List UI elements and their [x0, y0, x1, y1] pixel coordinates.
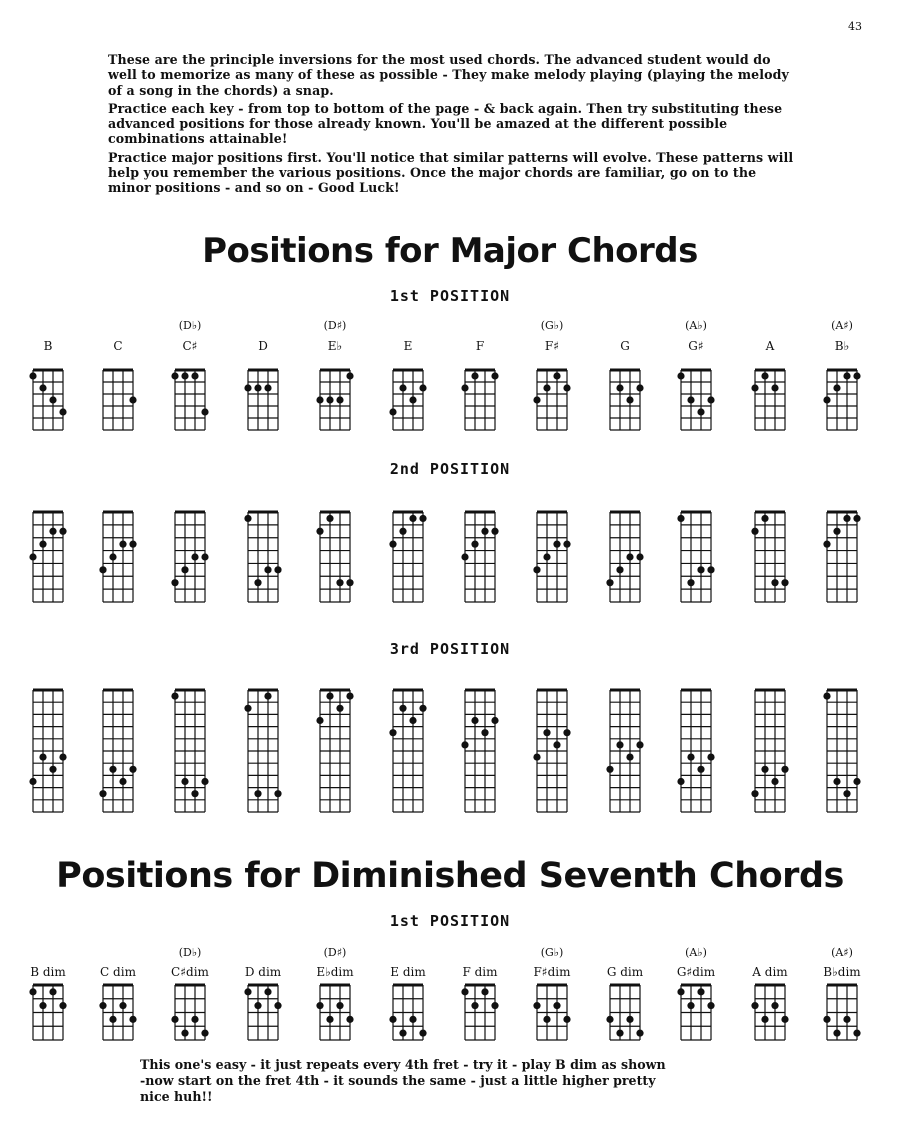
dim-pos1-diagram: [681, 985, 711, 1040]
finger-dot: [254, 1002, 261, 1009]
finger-dot: [553, 372, 560, 379]
finger-dot: [687, 396, 694, 403]
finger-dot: [181, 778, 188, 785]
finger-dot: [636, 384, 643, 391]
major-pos1-diagram: [175, 370, 205, 430]
finger-dot: [707, 754, 714, 761]
dim-pos1-diagram: [103, 985, 133, 1040]
major-pos2-diagram: [537, 512, 567, 602]
finger-dot: [181, 1030, 188, 1037]
finger-dot: [201, 1030, 208, 1037]
finger-dot: [109, 766, 116, 773]
finger-dot: [616, 566, 623, 573]
finger-dot: [399, 528, 406, 535]
major-pos3-diagram: [175, 690, 205, 812]
finger-dot: [771, 1002, 778, 1009]
finger-dot: [677, 988, 684, 995]
finger-dot: [29, 372, 36, 379]
diminished-chords-title: Positions for Diminished Seventh Chords: [56, 856, 844, 896]
finger-dot: [606, 766, 613, 773]
finger-dot: [823, 693, 830, 700]
finger-dot: [409, 1016, 416, 1023]
finger-dot: [399, 1030, 406, 1037]
finger-dot: [264, 693, 271, 700]
major-chord-name: B: [43, 339, 53, 353]
finger-dot: [616, 1030, 623, 1037]
major-chord-name: G♯: [688, 339, 704, 353]
major-pos2-diagram: [393, 512, 423, 602]
finger-dot: [181, 566, 188, 573]
finger-dot: [761, 515, 768, 522]
major-pos2-diagram: [248, 512, 278, 602]
finger-dot: [853, 778, 860, 785]
finger-dot: [399, 384, 406, 391]
major-chord-name: A: [765, 339, 775, 353]
intro-paragraph: Practice each key - from top to bottom of the page - & back again. Then try substituting these advanced positions for those already known. You'll be amazed at the different possible combinations attainable!: [108, 100, 783, 147]
dim-pos1-diagram: [175, 985, 205, 1040]
finger-dot: [109, 553, 116, 560]
finger-dot: [254, 790, 261, 797]
finger-dot: [761, 372, 768, 379]
finger-dot: [781, 766, 788, 773]
finger-dot: [201, 553, 208, 560]
finger-dot: [781, 579, 788, 586]
finger-dot: [707, 396, 714, 403]
finger-dot: [171, 579, 178, 586]
finger-dot: [326, 693, 333, 700]
dim-chord-name: A dim: [752, 965, 788, 979]
finger-dot: [677, 515, 684, 522]
finger-dot: [419, 515, 426, 522]
finger-dot: [606, 579, 613, 586]
finger-dot: [191, 1016, 198, 1023]
finger-dot: [491, 528, 498, 535]
major-pos1-diagram: [827, 370, 857, 430]
finger-dot: [687, 579, 694, 586]
dim-pos1-diagram: [320, 985, 350, 1040]
major-pos1-diagram: [393, 370, 423, 430]
finger-dot: [781, 1016, 788, 1023]
major-chord-name: G: [620, 339, 630, 353]
dim-chord-alt-name: (A♯): [831, 946, 853, 959]
finger-dot: [119, 541, 126, 548]
dim-chord-name: G dim: [606, 965, 644, 979]
finger-dot: [201, 408, 208, 415]
dim-pos1-diagram: [33, 985, 63, 1040]
finger-dot: [346, 579, 353, 586]
finger-dot: [491, 1002, 498, 1009]
dim-pos1-diagram: [465, 985, 495, 1040]
finger-dot: [39, 1002, 46, 1009]
finger-dot: [707, 1002, 714, 1009]
finger-dot: [389, 1016, 396, 1023]
dim-chord-name: B♭dim: [823, 965, 861, 979]
finger-dot: [389, 408, 396, 415]
finger-dot: [823, 1016, 830, 1023]
major-pos3-diagram: [610, 690, 640, 812]
dim-chord-name: E dim: [390, 965, 426, 979]
intro-paragraph: Practice major positions first. You'll notice that similar patterns will evolve. These patterns will help you remember the various positions. Once the major chords are familiar, go on to the minor positions - and so on - Good Luck!: [108, 149, 794, 196]
finger-dot: [99, 790, 106, 797]
finger-dot: [336, 705, 343, 712]
finger-dot: [677, 372, 684, 379]
finger-dot: [533, 396, 540, 403]
major-chord-name: E: [403, 339, 413, 353]
finger-dot: [563, 1016, 570, 1023]
finger-dot: [843, 790, 850, 797]
dim-chord-name: C dim: [100, 965, 136, 979]
finger-dot: [626, 396, 633, 403]
major-pos2-diagram: [103, 512, 133, 602]
finger-dot: [626, 754, 633, 761]
footer-line: nice huh!!: [140, 1089, 213, 1104]
dim-chord-name: G♯dim: [676, 965, 716, 979]
finger-dot: [543, 553, 550, 560]
finger-dot: [853, 515, 860, 522]
finger-dot: [771, 384, 778, 391]
finger-dot: [697, 766, 704, 773]
finger-dot: [843, 1016, 850, 1023]
major-pos3-diagram: [393, 690, 423, 812]
finger-dot: [751, 528, 758, 535]
footer-line: -now start on the fret 4th - it sounds the same - just a little higher pretty: [140, 1073, 656, 1088]
finger-dot: [636, 1030, 643, 1037]
finger-dot: [543, 384, 550, 391]
finger-dot: [697, 408, 704, 415]
finger-dot: [543, 1016, 550, 1023]
major-chord-alt-name: (A♭): [685, 319, 707, 332]
finger-dot: [419, 1030, 426, 1037]
finger-dot: [687, 1002, 694, 1009]
dim-chord-name: C♯dim: [171, 965, 209, 979]
finger-dot: [761, 1016, 768, 1023]
finger-dot: [59, 528, 66, 535]
finger-dot: [316, 528, 323, 535]
finger-dot: [49, 396, 56, 403]
finger-dot: [771, 778, 778, 785]
major-chords-title: Positions for Major Chords: [202, 231, 698, 271]
finger-dot: [39, 754, 46, 761]
finger-dot: [481, 729, 488, 736]
finger-dot: [49, 766, 56, 773]
dim-pos1-diagram: [827, 985, 857, 1040]
major-pos2-diagram: [175, 512, 205, 602]
finger-dot: [316, 717, 323, 724]
finger-dot: [853, 372, 860, 379]
finger-dot: [346, 1016, 353, 1023]
finger-dot: [636, 553, 643, 560]
finger-dot: [553, 541, 560, 548]
major-position-3-label: 3rd POSITION: [389, 640, 511, 658]
finger-dot: [461, 741, 468, 748]
dim-position-1-label: 1st POSITION: [389, 912, 511, 930]
finger-dot: [481, 528, 488, 535]
major-pos2-diagram: [755, 512, 785, 602]
finger-dot: [336, 1002, 343, 1009]
major-position-1-label: 1st POSITION: [389, 287, 511, 305]
finger-dot: [201, 778, 208, 785]
dim-pos1-diagram: [755, 985, 785, 1040]
finger-dot: [39, 384, 46, 391]
major-chord-name: F: [475, 339, 485, 353]
finger-dot: [274, 790, 281, 797]
finger-dot: [751, 790, 758, 797]
finger-dot: [461, 553, 468, 560]
dim-pos1-diagram: [248, 985, 278, 1040]
dim-chord-alt-name: (A♭): [685, 946, 707, 959]
finger-dot: [533, 566, 540, 573]
finger-dot: [471, 1002, 478, 1009]
finger-dot: [461, 988, 468, 995]
major-chord-alt-name: (D♭): [178, 319, 202, 332]
major-chord-alt-name: (A♯): [831, 319, 853, 332]
major-pos1-diagram: [248, 370, 278, 430]
finger-dot: [274, 1002, 281, 1009]
finger-dot: [171, 693, 178, 700]
finger-dot: [336, 579, 343, 586]
finger-dot: [191, 790, 198, 797]
finger-dot: [244, 705, 251, 712]
page-number: 43: [848, 20, 862, 33]
finger-dot: [99, 566, 106, 573]
finger-dot: [129, 1016, 136, 1023]
finger-dot: [409, 515, 416, 522]
major-pos3-diagram: [465, 690, 495, 812]
dim-chord-name: B dim: [30, 965, 66, 979]
finger-dot: [833, 778, 840, 785]
finger-dot: [481, 988, 488, 995]
major-pos2-diagram: [681, 512, 711, 602]
major-pos1-diagram: [681, 370, 711, 430]
major-chord-name: C♯: [182, 339, 198, 353]
finger-dot: [29, 988, 36, 995]
finger-dot: [274, 566, 281, 573]
dim-chord-alt-name: (D♭): [178, 946, 202, 959]
dim-chord-name: E♭dim: [316, 965, 354, 979]
finger-dot: [316, 396, 323, 403]
finger-dot: [543, 729, 550, 736]
major-chord-name: D: [258, 339, 268, 353]
major-chord-alt-name: (D♯): [323, 319, 347, 332]
finger-dot: [326, 515, 333, 522]
major-chord-name: F♯: [544, 339, 560, 353]
major-pos1-diagram: [103, 370, 133, 430]
major-pos1-diagram: [537, 370, 567, 430]
finger-dot: [471, 541, 478, 548]
finger-dot: [389, 729, 396, 736]
finger-dot: [606, 1016, 613, 1023]
finger-dot: [751, 384, 758, 391]
finger-dot: [419, 384, 426, 391]
major-pos3-diagram: [827, 690, 857, 812]
finger-dot: [244, 384, 251, 391]
major-pos3-diagram: [103, 690, 133, 812]
finger-dot: [751, 1002, 758, 1009]
finger-dot: [616, 384, 623, 391]
finger-dot: [563, 384, 570, 391]
finger-dot: [843, 372, 850, 379]
major-pos2-diagram: [610, 512, 640, 602]
dim-pos1-diagram: [393, 985, 423, 1040]
finger-dot: [761, 766, 768, 773]
finger-dot: [389, 541, 396, 548]
finger-dot: [471, 717, 478, 724]
major-pos3-diagram: [248, 690, 278, 812]
intro-paragraph: These are the principle inversions for the most used chords. The advanced student would do well to memorize as many of these as possible - They make melody playing (playing the melody of a song in the chords) a snap.: [108, 52, 789, 98]
major-pos1-diagram: [320, 370, 350, 430]
finger-dot: [833, 528, 840, 535]
finger-dot: [563, 541, 570, 548]
finger-dot: [687, 754, 694, 761]
finger-dot: [553, 1002, 560, 1009]
footer-text: [140, 1057, 780, 1105]
finger-dot: [244, 988, 251, 995]
major-chord-name: C: [113, 339, 123, 353]
finger-dot: [181, 372, 188, 379]
major-pos2-diagram: [320, 512, 350, 602]
finger-dot: [109, 1016, 116, 1023]
finger-dot: [399, 705, 406, 712]
finger-dot: [326, 1016, 333, 1023]
finger-dot: [823, 541, 830, 548]
finger-dot: [833, 384, 840, 391]
finger-dot: [636, 741, 643, 748]
major-pos1-diagram: [33, 370, 63, 430]
finger-dot: [533, 754, 540, 761]
finger-dot: [29, 553, 36, 560]
footer-line: This one's easy - it just repeats every 4th fret - try it - play B dim as shown: [140, 1057, 666, 1072]
major-chord-alt-name: (G♭): [540, 319, 564, 332]
major-pos1-diagram: [610, 370, 640, 430]
finger-dot: [264, 988, 271, 995]
dim-chord-name: D dim: [244, 965, 282, 979]
finger-dot: [697, 988, 704, 995]
major-pos3-diagram: [537, 690, 567, 812]
finger-dot: [264, 384, 271, 391]
finger-dot: [346, 372, 353, 379]
finger-dot: [119, 1002, 126, 1009]
finger-dot: [254, 579, 261, 586]
finger-dot: [49, 528, 56, 535]
finger-dot: [833, 1030, 840, 1037]
finger-dot: [553, 741, 560, 748]
major-pos1-diagram: [465, 370, 495, 430]
finger-dot: [254, 384, 261, 391]
major-pos3-diagram: [755, 690, 785, 812]
dim-chord-name: F dim: [462, 965, 498, 979]
finger-dot: [244, 515, 251, 522]
major-pos3-diagram: [33, 690, 63, 812]
major-pos2-diagram: [465, 512, 495, 602]
finger-dot: [316, 1002, 323, 1009]
finger-dot: [697, 566, 704, 573]
dim-chord-name: F♯dim: [533, 965, 571, 979]
major-position-2-label: 2nd POSITION: [389, 460, 511, 478]
major-chord-name: E♭: [327, 339, 343, 353]
finger-dot: [626, 553, 633, 560]
intro-text: [108, 52, 798, 199]
finger-dot: [853, 1030, 860, 1037]
finger-dot: [171, 1016, 178, 1023]
finger-dot: [346, 693, 353, 700]
finger-dot: [626, 1016, 633, 1023]
major-chord-name: B♭: [834, 339, 850, 353]
finger-dot: [49, 988, 56, 995]
major-pos1-diagram: [755, 370, 785, 430]
finger-dot: [326, 396, 333, 403]
finger-dot: [119, 778, 126, 785]
finger-dot: [129, 766, 136, 773]
dim-pos1-diagram: [610, 985, 640, 1040]
finger-dot: [409, 717, 416, 724]
major-pos2-diagram: [827, 512, 857, 602]
finger-dot: [336, 396, 343, 403]
finger-dot: [409, 396, 416, 403]
finger-dot: [533, 1002, 540, 1009]
finger-dot: [171, 372, 178, 379]
finger-dot: [191, 553, 198, 560]
finger-dot: [563, 729, 570, 736]
finger-dot: [129, 396, 136, 403]
major-pos3-diagram: [681, 690, 711, 812]
finger-dot: [39, 541, 46, 548]
finger-dot: [461, 384, 468, 391]
finger-dot: [59, 754, 66, 761]
finger-dot: [59, 1002, 66, 1009]
dim-chord-alt-name: (G♭): [540, 946, 564, 959]
finger-dot: [471, 372, 478, 379]
finger-dot: [677, 778, 684, 785]
dim-chord-alt-name: (D♯): [323, 946, 347, 959]
finger-dot: [771, 579, 778, 586]
dim-pos1-diagram: [537, 985, 567, 1040]
finger-dot: [59, 408, 66, 415]
major-pos3-diagram: [320, 690, 350, 812]
major-pos2-diagram: [33, 512, 63, 602]
finger-dot: [616, 741, 623, 748]
finger-dot: [491, 717, 498, 724]
finger-dot: [491, 372, 498, 379]
finger-dot: [29, 778, 36, 785]
finger-dot: [129, 541, 136, 548]
finger-dot: [823, 396, 830, 403]
finger-dot: [191, 372, 198, 379]
finger-dot: [843, 515, 850, 522]
finger-dot: [99, 1002, 106, 1009]
finger-dot: [419, 705, 426, 712]
finger-dot: [707, 566, 714, 573]
finger-dot: [264, 566, 271, 573]
